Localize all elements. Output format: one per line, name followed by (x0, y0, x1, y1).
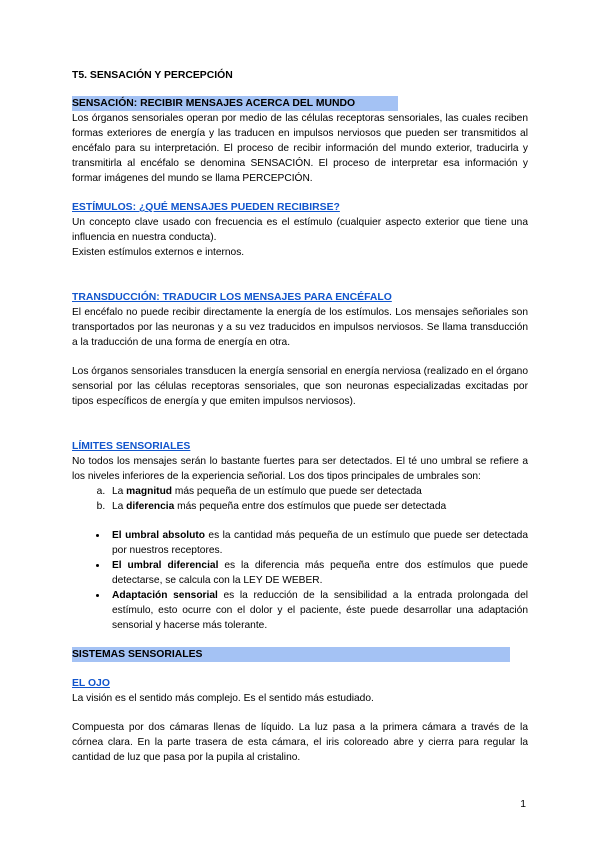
heading-text: LÍMITES SENSORIALES (72, 441, 191, 452)
threshold-bullets (72, 528, 528, 633)
heading-text: EL OJO (72, 678, 110, 689)
section-heading-limites (72, 439, 528, 454)
paragraph-transduccion-2: Los órganos sensoriales transducen la energía sensorial en energía nerviosa (realizado en el órgano sensorial por las células receptoras sensoriales, que son neuronas especializadas excitadas por tipos específicos de energía y que emiten impulsos nerviosos). (72, 366, 528, 407)
threshold-list (72, 484, 528, 514)
paragraph-ojo-1: La visión es el sentido más complejo. Es el sentido más estudiado. (72, 693, 374, 704)
paragraph-limites: No todos los mensajes serán lo bastante fuertes para ser detectados. El té uno umbral se refiere a los niveles inferiores de la experiencia señorial. Los dos tipos principales de umbrales son: (72, 456, 528, 482)
paragraph-ojo-2: Compuesta por dos cámaras llenas de líquido. La luz pasa a la primera cámara a través de la córnea clara. En la parte trasera de esta cámara, el iris coloreado abre y cierra para regular la cantidad de luz que pasa por la pupila al cristalino. (72, 722, 528, 763)
list-item: • El umbral diferencial es la diferencia más pequeña entre dos estímulos que puede detectarse, se calcula con la LEY DE WEBER. (108, 558, 528, 588)
paragraph-sensacion: Los órganos sensoriales operan por medio de las células receptoras sensoriales, las cuales reciben formas exteriores de energía y las traducen en impulsos nerviosos que pueden ser transmitidos al encéfalo para su interpretación. El proceso de recibir información del mundo exterior, traducirla y transmitirla al encéfalo se denomina SENSACIÓN. El proceso de interpretar esa información y formar imágenes del mundo se llama PERCEPCIÓN. (72, 113, 528, 184)
section-heading-transduccion (72, 290, 528, 305)
section-heading-sensacion: SENSACIÓN: RECIBIR MENSAJES ACERCA DEL MUNDO (72, 96, 398, 111)
paragraph-transduccion-1: El encéfalo no puede recibir directamente la energía de los estímulos. Los mensajes señoriales son transportados por las neuronas y a su vez traducidos en impulsos nerviosos. Se llama transducción a la traducción de una forma de energía en otra. (72, 307, 528, 348)
heading-text: TRANSDUCCIÓN: TRADUCIR LOS MENSAJES PARA ENCÉFALO (72, 292, 392, 303)
page-number: 1 (520, 799, 526, 810)
paragraph-estimulos-2: Existen estímulos externos e internos. (72, 247, 245, 258)
document-content (72, 68, 528, 765)
list-item: • El umbral absoluto es la cantidad más pequeña de un estímulo que puede ser detectada por nuestros receptores. (108, 528, 528, 558)
section-heading-estimulos (72, 200, 528, 215)
heading-text: ESTÍMULOS: ¿QUÉ MENSAJES PUEDEN RECIBIRSE? (72, 202, 340, 213)
paragraph-estimulos-1: Un concepto clave usado con frecuencia es el estímulo (cualquier aspecto exterior que tiene una influencia en nuestra conducta). (72, 217, 528, 243)
section-heading-sistemas: SISTEMAS SENSORIALES (72, 647, 510, 662)
list-item: a. La magnitud más pequeña de un estímulo que puede ser detectada (108, 484, 528, 499)
section-heading-ojo (72, 676, 528, 691)
list-item: • Adaptación sensorial es la reducción de la sensibilidad a la entrada prolongada del estímulo, esto ocurre con el dolor y el paciente, éste puede desarrollar una adaptación sensorial y hacerse más tolerante. (108, 588, 528, 633)
document-title: T5. SENSACIÓN Y PERCEPCIÓN (72, 70, 233, 81)
list-item: b. La diferencia más pequeña entre dos estímulos que puede ser detectada (108, 499, 528, 514)
